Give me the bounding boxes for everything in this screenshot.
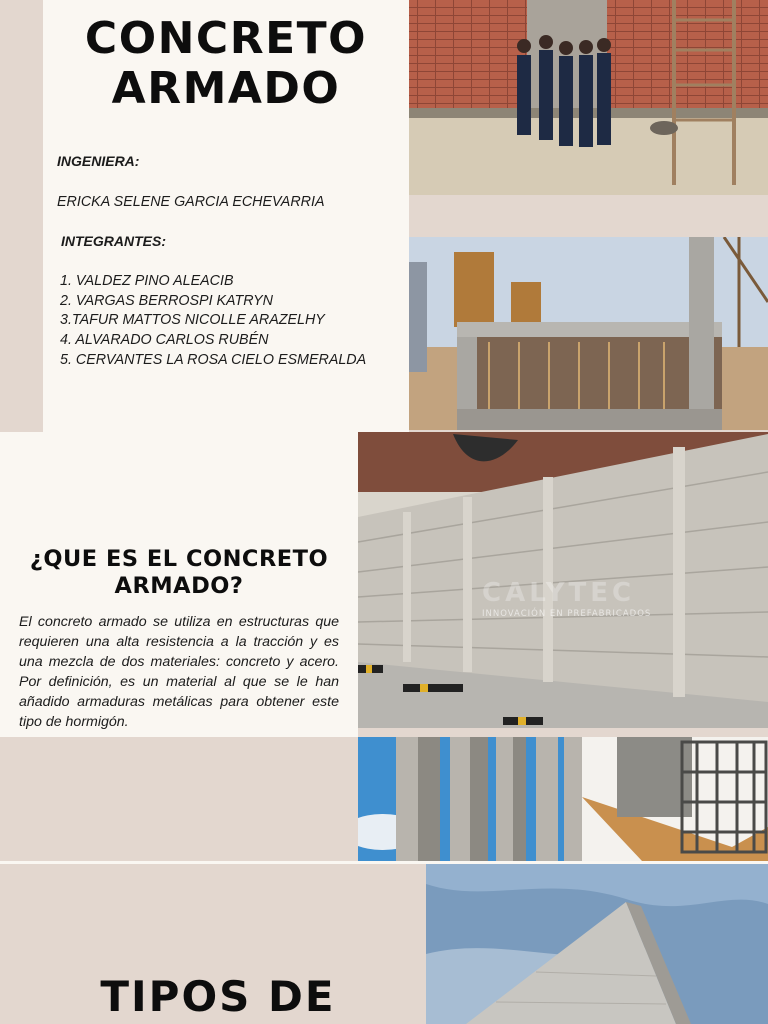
members-label: INTEGRANTES: xyxy=(61,233,166,249)
list-item: 3.TAFUR MATTOS NICOLLE ARAZELHY xyxy=(60,312,325,329)
definition-text-wrap xyxy=(19,613,339,732)
list-item: 5. CERVANTES LA ROSA CIELO ESMERALDA xyxy=(60,351,367,368)
rebar-cage-photo xyxy=(582,737,768,861)
watermark-brand: CALYTEC xyxy=(482,578,636,608)
cover-title xyxy=(43,14,409,114)
types-heading: TIPOS DE xyxy=(100,972,336,1021)
list-item: 1. VALDEZ PINO ALEACIB xyxy=(60,273,234,289)
building-frame-photo xyxy=(409,237,768,430)
definition-text: El concreto armado se utiliza en estructuras que requieren una alta resistencia a la tracción y es una mezcla de dos materiales: concreto y acero. Por definición, es un material al que se le han añadido armaduras metálicas para obtener este tipo de hormigón. xyxy=(19,614,339,730)
list-item: 4. ALVARADO CARLOS RUBÉN xyxy=(60,332,269,349)
concrete-columns-photo xyxy=(358,737,582,861)
concrete-sky-photo xyxy=(426,864,768,1024)
definition-lower-band xyxy=(0,737,358,861)
engineer-label: INGENIERA: xyxy=(57,153,140,169)
watermark-tagline: INNOVACIÓN EN PREFABRICADOS xyxy=(482,609,652,619)
cover-title-line2: ARMADO xyxy=(111,63,341,114)
definition-heading xyxy=(0,546,358,600)
group-photo xyxy=(409,0,768,195)
list-item: 2. VARGAS BERROSPI KATRYN xyxy=(60,292,273,309)
engineer-name: ERICKA SELENE GARCIA ECHEVARRIA xyxy=(57,194,325,210)
definition-heading-line2: ARMADO? xyxy=(114,573,244,599)
members-list xyxy=(60,272,366,371)
left-decor-strip xyxy=(0,0,43,432)
definition-heading-line1: ¿QUE ES EL CONCRETO xyxy=(29,546,329,572)
cover-title-line1: CONCRETO xyxy=(84,13,368,64)
